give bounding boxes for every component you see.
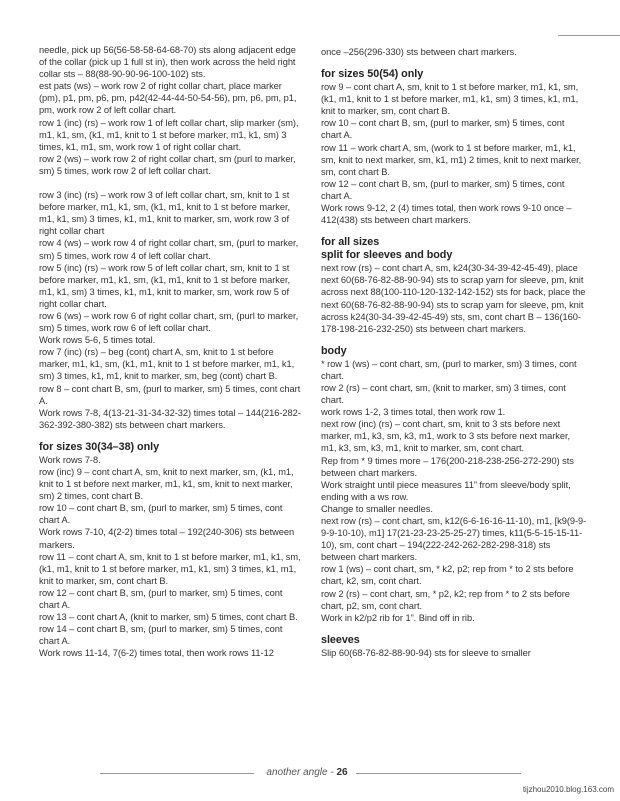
instruction-paragraph: Slip 60(68-76-82-88-90-94) sts for sleeve to smaller [321,647,531,658]
instruction-paragraph: row 10 – cont chart B, sm, (purl to marker, sm) 5 times, cont chart A. [39,503,283,526]
instruction-paragraph: Work rows 7-8, 4(13-21-31-34-32-32) times total – 144(216-282-362-392-380-382) sts between chart markers. [39,407,301,430]
section-gap [321,226,587,236]
instruction-paragraph: Work rows 7-10, 4(2-2) times total – 192(240-306) sts between markers. [39,527,295,550]
section-heading: body [321,344,347,357]
top-rule [558,35,620,36]
instruction-paragraph: row 5 (inc) (rs) – work row 5 of left collar chart, sm, knit to 1 st before marker, m1, k1, sm, (k1, m1, knit to 1 st before marker, m1, k1, sm) 3 times, k1, m1, knit to marker, sm, work row 5 of right collar chart. [39,262,291,309]
instruction-paragraph: row 6 (ws) – work row 6 of right collar chart, sm, (purl to marker, sm) 5 times, work row 6 of left collar chart. [39,310,299,334]
instruction-paragraph: Work rows 9-12, 2 (4) times total, then work rows 9-10 once – 412(438) sts between chart markers. [321,203,572,226]
paragraph-gap [39,177,301,189]
instruction-paragraph: row 14 – cont chart B, sm, (purl to marker, sm) 5 times, cont chart A. [39,624,283,647]
instruction-paragraph: row 11 – cont chart A, sm, knit to 1 st before marker, m1, k1, sm, (k1, m1, knit to 1 st before marker, m1, k1, sm) 3 times, k1, m1, knit to marker, sm, cont chart B. [39,551,301,586]
instruction-paragraph: row 1 (inc) (rs) – work row 1 of left collar chart, slip marker (sm), m1, k1, sm, (k1, m1, knit to 1 st before marker, m1, k1, sm) 3 times, k1, m1, sm, work row 1 of right collar chart. [39,117,299,152]
section-gap [321,58,587,68]
instruction-paragraph: Work in k2/p2 rib for 1”. Bind off in rib. [321,612,475,623]
instruction-paragraph: * row 1 (ws) – cont chart, sm, (purl to marker, sm) 3 times, cont chart. [321,358,577,381]
instruction-paragraph: needle, pick up 56(56-58-58-64-68-70) sts along adjacent edge of the collar (pick up 1 full st in), then work across the held right collar sts – 88(88-90-90-96-100-102) sts. [39,45,296,80]
instruction-paragraph: row 2 (rs) – cont chart, sm, * p2, k2; rep from * to 2 sts before chart, p2, sm, cont chart. [321,588,570,611]
instruction-paragraph: est pats (ws) – work row 2 of right collar chart, place marker (pm), p1, pm, p6, pm, p42(42-44-44-50-54-56), pm, p6, pm, p1, pm, work row 2 of left collar chart. [39,81,297,116]
instruction-paragraph: next row (rs) – cont chart A, sm, k24(30-34-39-42-45-49), place next 60(68-76-82-88-90-94) sts to scrap yarn for sleeve, pm, knit across next 88(100-110-120-132-142-152) sts for back, place the next 60(68-76-82-88-90-94) sts to scrap yarn for sleeve, pm, knit across k24(30-34-39-42-45-49) sts, sm, cont chart B – 136(160-178-198-216-232-250) sts between chart markers. [321,263,586,334]
instruction-paragraph: Work rows 11-14, 7(6-2) times total, then work rows 11-12 [39,648,274,659]
section-heading: for sizes 30(34–38) only [39,440,160,453]
instruction-paragraph: row 10 – cont chart B, sm, (purl to marker, sm) 5 times, cont chart A. [321,118,565,141]
left-column [39,44,301,660]
instruction-paragraph: next row (inc) (rs) – cont chart, sm, knit to 3 sts before next marker, m1, k3, sm, k3, m1, work to 3 sts before next marker, m1, k3, sm, k3, m1, knit to marker, sm, cont chart. [321,419,571,454]
section-heading: sleeves [321,633,360,646]
footer-rule-left [100,773,254,774]
instruction-paragraph: row 13 – cont chart A, (knit to marker, sm) 5 times, cont chart B. [39,612,298,623]
instruction-paragraph: Work rows 7-8. [39,454,101,465]
instruction-paragraph: row 9 – cont chart A, sm, knit to 1 st before marker, m1, k1, sm, (k1, m1, knit to 1 st before marker, m1, k1, sm) 3 times, k1, m1, knit to marker, sm, cont chart B. [321,82,579,117]
magazine-name: another angle - [266,767,337,778]
instruction-paragraph: work rows 1-2, 3 times total, then work row 1. [321,407,506,418]
instruction-paragraph: row 2 (ws) – work row 2 of right collar chart, sm (purl to marker, sm) 5 times, work row 2 of left collar chart. [39,153,296,176]
section-heading: for sizes 50(54) only [321,68,424,81]
instruction-paragraph: row 11 – work chart A, sm, (work to 1 st before marker, m1, k1, sm, knit to next marker, sm, k1, m1) 2 times, knit to next marker, sm, cont chart B. [321,142,582,177]
instruction-paragraph: row 12 – cont chart B, sm, (purl to marker, sm) 5 times, cont chart A. [321,178,565,201]
page-number: 26 [336,767,348,778]
instruction-paragraph: next row (rs) – cont chart, sm, k12(6-6-16-16-11-10), m1, [k9(9-9-9-9-10-10), m1] 17(21-23-23-25-25-27) times, k11(5-5-15-15-11-10), sm, cont chart – 194(222-242-262-282-298-318) sts between chart markers. [321,516,587,563]
section-gap [39,431,301,441]
instruction-paragraph: once –256(296-330) sts between chart markers. [321,47,517,57]
instruction-paragraph: Work rows 5-6, 5 times total. [39,335,156,346]
instruction-paragraph: Work straight until piece measures 11” from sleeve/body split, ending with a ws row. [321,479,571,502]
footer-rule-right [356,773,521,774]
watermark: tijzhou2010.blog.163.com [522,785,614,794]
instruction-paragraph: row 3 (inc) (rs) – work row 3 of left collar chart, sm, knit to 1 st before marker, m1, k1, sm, (k1, m1, knit to 1 st before marker, m1, k1, sm) 3 times, k1, m1, knit to marker, sm, work row 3 of right collar chart [39,190,291,237]
instruction-paragraph: row (inc) 9 – cont chart A, sm, knit to next marker, sm, (k1, m1, knit to 1 st before next marker, m1, k1, sm, knit to next marker, sm) 2 times, cont chart B. [39,467,294,502]
section-heading: split for sleeves and body [321,249,453,262]
section-gap [321,624,587,634]
instruction-paragraph: row 12 – cont chart B, sm, (purl to marker, sm) 5 times, cont chart A. [39,587,283,611]
instruction-paragraph: row 2 (rs) – cont chart, sm, (knit to marker, sm) 3 times, cont chart. [321,382,566,406]
instruction-paragraph: row 7 (inc) (rs) – beg (cont) chart A, sm, knit to 1 st before marker, m1, k1, sm, (k1, m1, knit to 1 st before marker, m1, k1, sm) 3 times, k1, m1, knit to marker, sm, beg (cont) chart B. [39,347,295,382]
footer-label [262,767,352,778]
section-gap [321,335,587,345]
instruction-paragraph: Rep from * 9 times more – 176(200-218-238-256-272-290) sts between chart markers. [321,455,574,478]
right-column [321,46,587,659]
instruction-paragraph: row 8 – cont chart B, sm, (purl to marker, sm) 5 times, cont chart A. [39,383,301,406]
section-heading: for all sizes [321,236,380,249]
instruction-paragraph: row 1 (ws) – cont chart, sm, * k2, p2; rep from * to 2 sts before chart, k2, sm, cont chart. [321,564,574,587]
instruction-paragraph: row 4 (ws) – work row 4 of right collar chart, sm, (purl to marker, sm) 5 times, work row 4 of left collar chart. [39,238,299,261]
instruction-paragraph: Change to smaller needles. [321,503,433,514]
